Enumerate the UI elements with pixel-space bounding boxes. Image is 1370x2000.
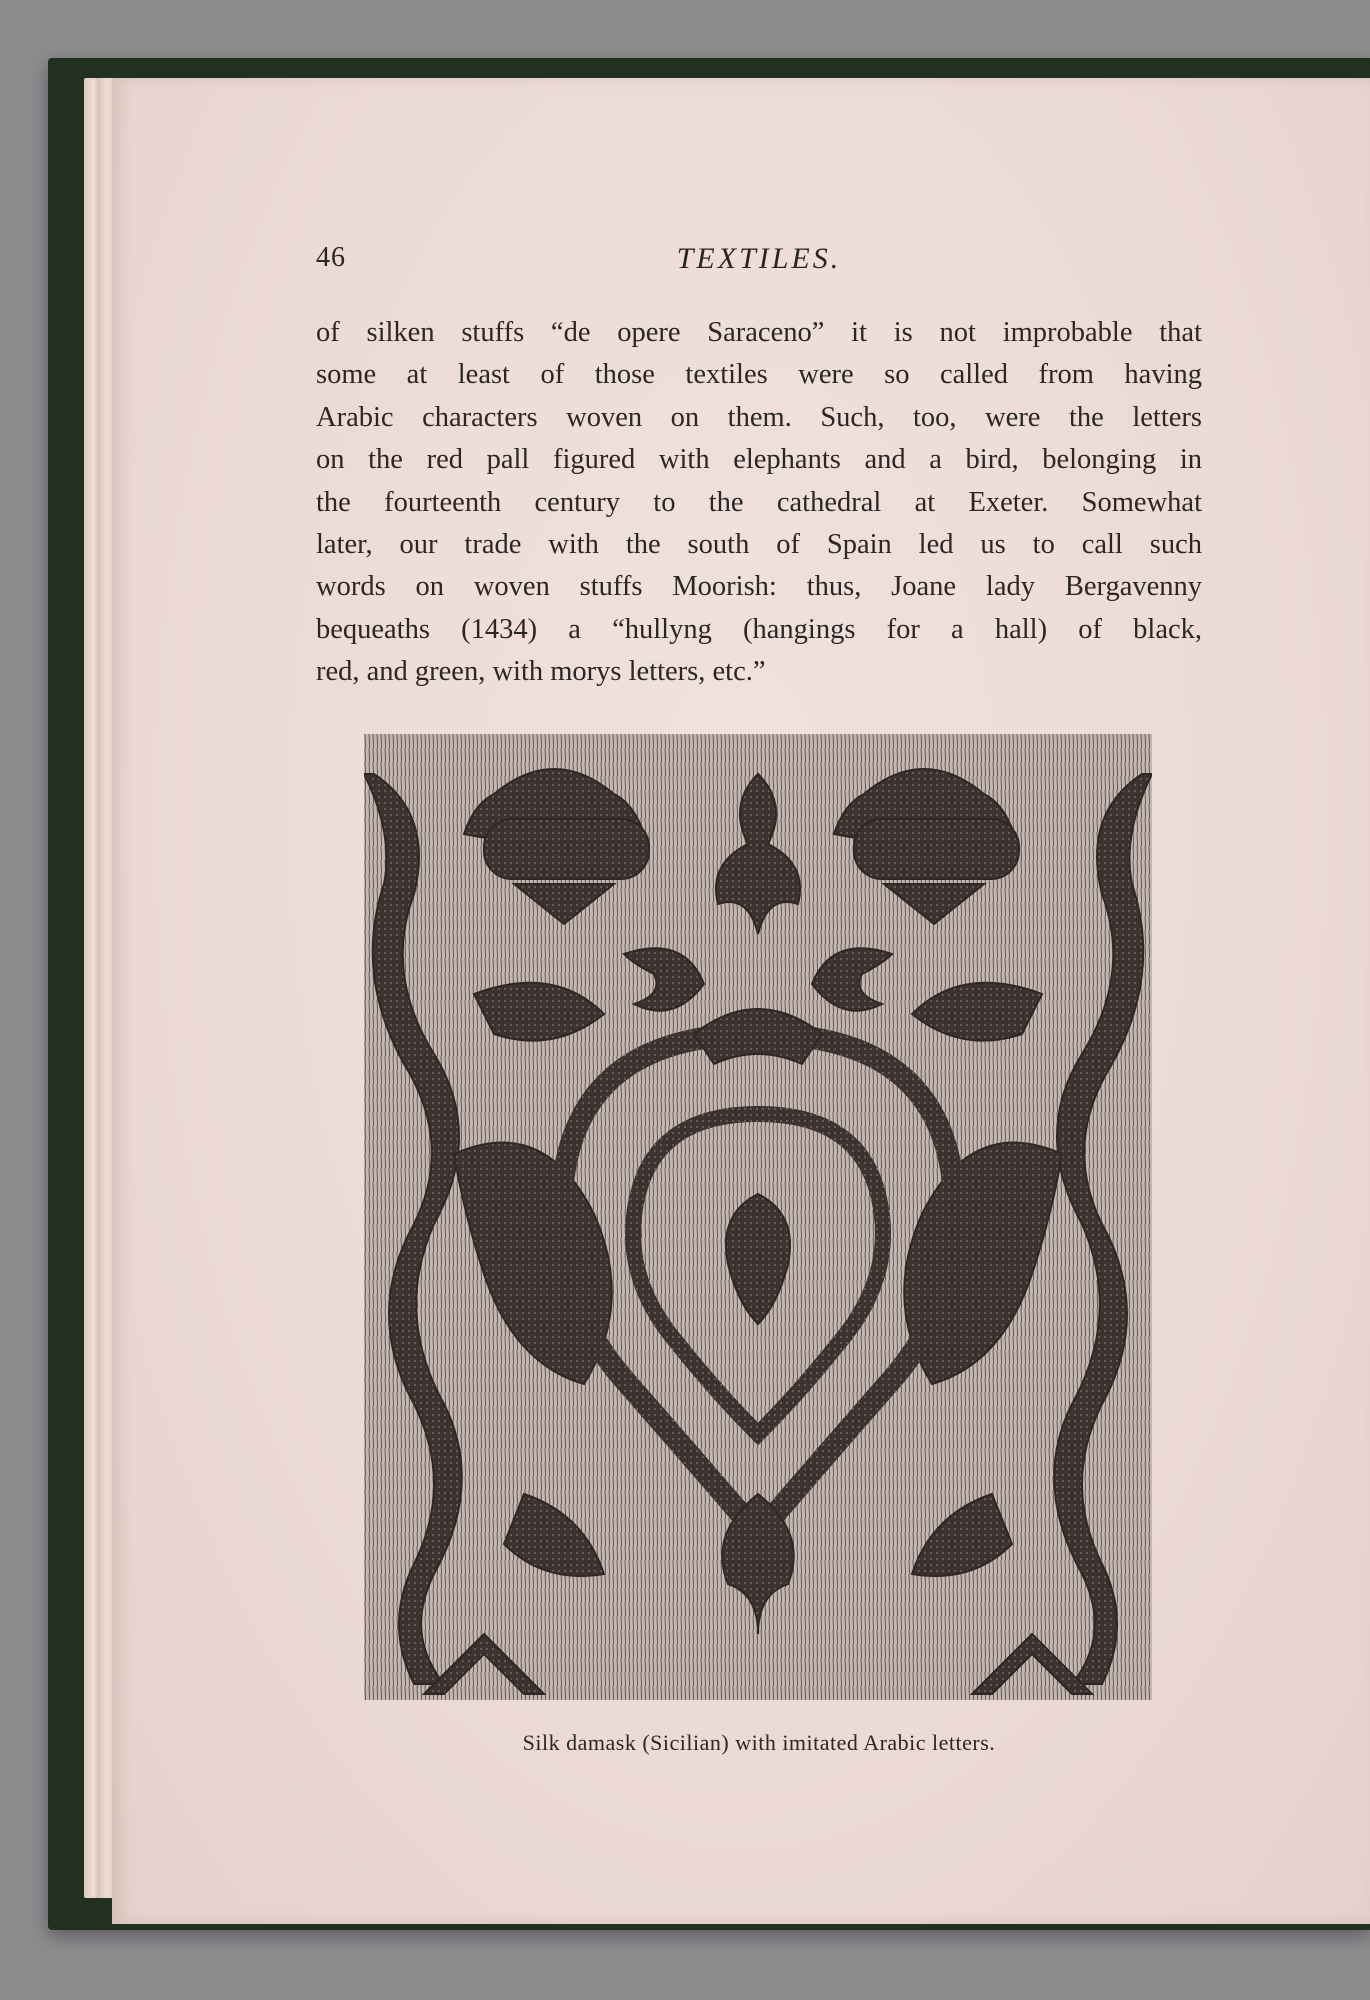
figure-caption: Silk damask (Sicilian) with imitated Arabic letters. xyxy=(522,1730,996,1755)
text-line: words on woven stuffs Moorish: thus, Joane lady Bergavenny xyxy=(316,571,1202,603)
cartouche-right xyxy=(854,819,1019,879)
damask-illustration xyxy=(364,734,1152,1700)
text-line: Arabic characters woven on them. Such, too, were the letters xyxy=(316,401,1202,433)
body-text xyxy=(316,312,1202,694)
text-line: later, our trade with the south of Spain led us to call such xyxy=(316,528,1202,560)
text-line: of silken stuffs “de opere Saraceno” it is not improbable that xyxy=(316,317,1202,348)
running-head xyxy=(316,242,1202,282)
text-line: red, and green, with morys letters, etc.” xyxy=(316,656,766,688)
text-line: some at least of those textiles were so called from having xyxy=(316,359,1202,391)
page-number: 46 xyxy=(316,242,346,273)
text-line: the fourteenth century to the cathedral at Exeter. Somewhat xyxy=(316,486,1202,518)
text-line: bequeaths (1434) a “hullyng (hangings for a hall) of black, xyxy=(316,613,1202,645)
running-title: TEXTILES. xyxy=(676,242,842,275)
damask-pattern-svg xyxy=(364,734,1152,1700)
text-line: on the red pall figured with elephants and a bird, belonging in xyxy=(316,444,1202,476)
cartouche-left xyxy=(484,819,649,879)
